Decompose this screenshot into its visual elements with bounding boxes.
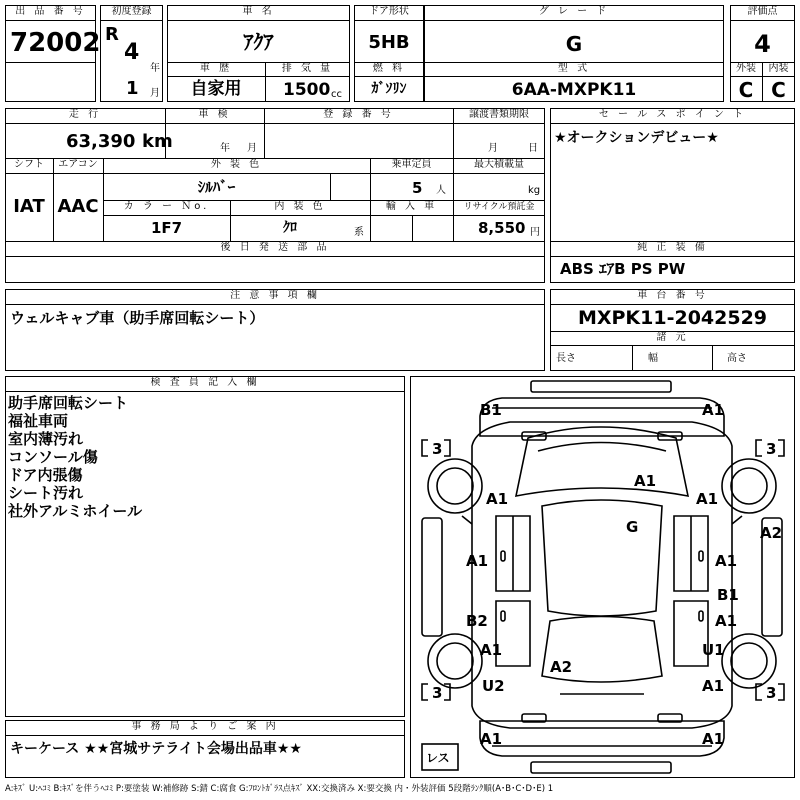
exterior-color: ｼﾙﾊﾞｰ (197, 178, 236, 196)
exterior-score: C (738, 78, 754, 102)
damage-mark: A1 (634, 472, 657, 490)
sales-point-label: セ ー ル ス ポ イ ン ト (598, 109, 747, 120)
recycle-label: リサイクル預託金 (463, 202, 535, 212)
inspector-notes-label: 検 査 員 記 入 欄 (150, 377, 260, 388)
history-label: 車 歴 (199, 63, 233, 74)
inspector-note: 福祉車両 (8, 412, 69, 430)
later-parts-label: 後 日 発 送 部 品 (220, 242, 330, 253)
history: 自家用 (190, 79, 242, 99)
door-label: ドア形状 (369, 6, 409, 17)
color-number-label: カ ラ ー Ｎo. (123, 201, 210, 212)
recycle-fee: 8,550 (478, 219, 526, 237)
grade: G (565, 32, 583, 56)
transfer-month-unit: 月 (488, 143, 498, 154)
transfer-deadline-label: 譲渡書類期限 (469, 109, 529, 120)
registration-month: 1 (126, 78, 139, 99)
displacement-unit: cc (331, 89, 342, 100)
damage-mark: U1 (702, 641, 725, 659)
capacity: 5 (412, 179, 423, 197)
tread-value: 3 (766, 684, 777, 702)
chassis-label: 車 台 番 号 (637, 290, 708, 301)
inspector-note: 助手席回転シート (8, 394, 129, 412)
equipment-text: ABS ｴｱB PS PW (560, 260, 686, 278)
interior-color: ｸﾛ (283, 220, 297, 236)
score-label: 評価点 (747, 6, 778, 17)
displacement-label: 排 気 量 (281, 63, 334, 74)
capacity-unit: 人 (436, 185, 446, 196)
displacement: 1500 (283, 80, 331, 100)
damage-mark: A1 (702, 730, 725, 748)
interior-label: 内装 (768, 63, 789, 74)
shift-label: シフト (14, 159, 44, 170)
damage-mark: B1 (717, 586, 739, 604)
width-label: 幅 (648, 353, 658, 364)
specs-label: 諸 元 (656, 332, 689, 343)
inspection-year-unit: 年 (220, 143, 230, 154)
damage-mark: A2 (760, 524, 783, 542)
grade-label: グ レ ー ド (538, 6, 610, 17)
spare-tire-label: レス (426, 751, 450, 765)
door-type: 5HB (368, 32, 410, 53)
era: R (105, 24, 119, 45)
shift: IAT (13, 196, 45, 217)
year-unit: 年 (150, 63, 160, 74)
lot-number: 72002 (10, 28, 101, 58)
damage-mark: A1 (696, 490, 719, 508)
registration-year: 4 (124, 40, 140, 65)
inspector-note: コンソール傷 (8, 448, 98, 466)
equipment-label: 純 正 装 備 (637, 242, 708, 253)
inspector-notes-list (8, 394, 398, 520)
sales-point-text: ★オークションデビュー★ (554, 130, 719, 146)
car-name-label: 車 名 (242, 6, 275, 17)
damage-mark: G (626, 518, 639, 536)
office-notice-label: 事 務 局 よ り ご 案 内 (131, 721, 279, 732)
caution-label: 注 意 事 項 欄 (230, 290, 320, 301)
inspection-label: 車 検 (198, 109, 231, 120)
damage-mark: A1 (702, 401, 725, 419)
damage-mark: A1 (715, 552, 738, 570)
interior-color-unit: 系 (354, 227, 364, 238)
caution-text: ウェルキャブ車（助手席回転シート） (10, 309, 265, 327)
length-label: 長さ (556, 353, 576, 364)
interior-color-label: 内 装 色 (274, 201, 326, 212)
damage-code-legend: A:ｷｽﾞ U:ﾍｺﾐ B:ｷｽﾞを伴うﾍｺﾐ P:要塗装 W:補修跡 S:錆 C:腐食 G:ﾌﾛﾝﾄｶﾞﾗｽ点ｷｽﾞ XX:交換済み X:要交換 内・外装評価 5段階ﾗﾝｸ順(A･B･C･D･E) 1 (5, 784, 554, 794)
damage-mark: B1 (480, 401, 502, 419)
mileage-label: 走 行 (68, 109, 102, 120)
aircon: AAC (57, 196, 99, 217)
recycle-unit: 円 (530, 227, 540, 238)
aircon-label: エアコン (58, 159, 98, 170)
damage-mark: A1 (486, 490, 509, 508)
registration-number-label: 登 録 番 号 (323, 109, 394, 120)
damage-mark: B2 (466, 612, 488, 630)
exterior-color-label: 外 装 色 (210, 159, 263, 170)
model-label: 型 式 (557, 63, 591, 74)
mileage-unit: km (142, 131, 173, 152)
max-load-label: 最大積載量 (474, 159, 524, 170)
inspector-note: シート汚れ (8, 484, 84, 502)
damage-mark: A1 (480, 641, 503, 659)
model-code: 6AA-MXPK11 (511, 80, 637, 100)
transfer-day-unit: 日 (528, 143, 538, 154)
tread-value: 3 (432, 440, 443, 458)
interior-score: C (771, 78, 786, 102)
tread-value: 3 (766, 440, 777, 458)
fuel: ｶﾞｿﾘﾝ (371, 81, 407, 97)
damage-mark: A1 (715, 612, 738, 630)
chassis-number: MXPK11-2042529 (577, 307, 768, 329)
damage-mark: A1 (466, 552, 489, 570)
import-label: 輸 入 車 (385, 201, 438, 212)
height-label: 高さ (727, 353, 747, 364)
month-unit: 月 (150, 88, 160, 99)
overall-score: 4 (754, 30, 771, 58)
inspector-note: 室内薄汚れ (8, 430, 84, 448)
damage-mark: U2 (482, 677, 505, 695)
lot-number-label: 出 品 番 号 (15, 6, 86, 17)
capacity-label: 乗車定員 (391, 159, 432, 170)
color-number: 1F7 (150, 219, 183, 237)
office-notice-text: キーケース ★★宮城サテライト会場出品車★★ (10, 741, 302, 757)
car-damage-diagram (410, 376, 795, 778)
fuel-label: 燃 料 (372, 63, 406, 74)
tread-value: 3 (432, 684, 443, 702)
max-load-unit: kg (528, 185, 541, 196)
first-registration-label: 初度登録 (111, 6, 152, 17)
damage-mark: A1 (480, 730, 503, 748)
damage-mark: A1 (702, 677, 725, 695)
car-name: ｱｸｱ (243, 30, 274, 54)
mileage: 63,390 (66, 131, 136, 152)
inspection-month-unit: 月 (247, 143, 257, 154)
inspector-note: ドア内張傷 (8, 466, 83, 484)
exterior-label: 外装 (736, 63, 756, 74)
damage-mark: A2 (550, 658, 573, 676)
inspector-note: 社外アルミホイール (8, 502, 143, 520)
